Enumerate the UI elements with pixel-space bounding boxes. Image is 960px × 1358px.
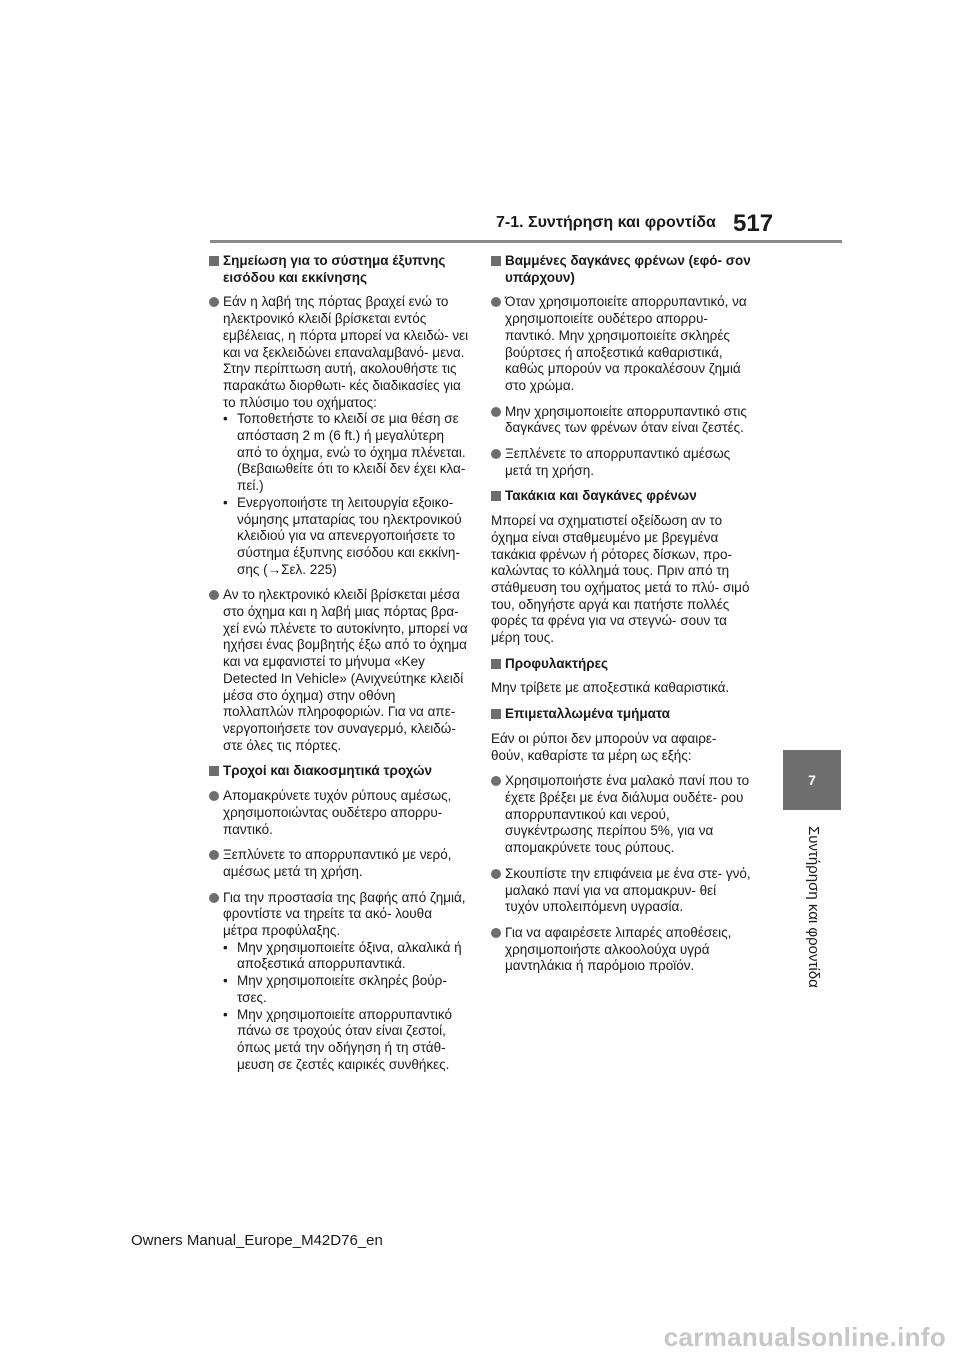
section-heading — [491, 706, 751, 723]
paragraph: Εάν οι ρύποι δεν μπορούν να αφαιρε- θούν, καθαρίστε τα μέρη ως εξής: — [491, 730, 717, 763]
list-item — [209, 847, 469, 880]
section-smart-entry — [209, 253, 469, 754]
circle-bullet-icon — [209, 850, 219, 860]
list-item — [209, 890, 469, 1074]
list-item — [491, 446, 751, 479]
section-heading — [491, 656, 751, 673]
circle-bullet-icon — [491, 776, 501, 786]
list-item — [491, 866, 751, 916]
item-body — [223, 294, 469, 578]
square-bullet-icon — [491, 659, 501, 669]
chapter-label: Συντήρηση και φροντίδα — [805, 826, 822, 988]
list-item — [491, 294, 751, 394]
circle-bullet-icon — [209, 590, 219, 600]
square-bullet-icon — [491, 709, 501, 719]
section-heading — [491, 488, 751, 505]
section-heading — [209, 763, 469, 780]
circle-bullet-icon — [491, 449, 501, 459]
chapter-tab[interactable]: 7 — [783, 750, 841, 810]
section-heading — [209, 253, 469, 286]
bullet-text: Τοποθετήστε το κλειδί σε μια θέση σε απόσταση 2 m (6 ft.) ή μεγαλύτερη από το όχημα, ενώ το όχημα πλένεται. (Βεβαιωθείτε ότι το κλειδί δεν έχει κλα- πεί.) — [237, 411, 466, 494]
square-bullet-icon — [491, 491, 501, 501]
bullet-mark: • — [223, 939, 228, 955]
list-item — [491, 773, 751, 857]
section-heading — [491, 253, 751, 286]
bullet-mark: • — [223, 411, 228, 427]
circle-bullet-icon — [491, 928, 501, 938]
paragraph: Μπορεί να σχηματιστεί οξείδωση αν το όχημα είναι σταθμευμένο με βρεγμένα τακάκια φρένων ή ρότορες δίσκων, προ- καλώντας το κόλλημά τους. Πριν από τη στάθμευση του οχήματος μετά το πλύ- σιμό του, οδηγήστε αργά και πατήστε πολλές φορές τα φρένα για να στεγνώ- σουν τα μέρη τους. — [491, 513, 750, 646]
section-heading-text: Σημείωση για το σύστημα έξυπνης εισόδου και εκκίνησης — [223, 253, 446, 285]
header-rule — [210, 240, 842, 243]
bullet-text: Μην χρησιμοποιείτε απορρυπαντικό πάνω σε τροχούς όταν είναι ζεστοί, όπως μετά την οδήγηση ή τη στάθ- μευση σε ζεστές καιρικές συνθήκες. — [237, 1006, 452, 1072]
item-text: Χρησιμοποιήστε ένα μαλακό πανί που το έχετε βρέξει με ένα διάλυμα ουδέτε- ρου απορρυπαντικού και νερού, συγκέντρωσης περίπου 5%, για να απομακρύνετε τους ρύπους. — [505, 773, 750, 856]
bullet-mark: • — [223, 973, 228, 989]
section-brake-calipers-painted — [491, 253, 751, 479]
footer-doc-id: Owners Manual_Europe_M42D76_en — [131, 1232, 383, 1249]
list-item — [491, 925, 751, 975]
bullet-text-page-ref[interactable]: Ενεργοποιήστε τη λειτουργία εξοικο- νόμησης μπαταρίας του ηλεκτρονικού κλειδιού για να απενεργοποιήσετε το σύστημα έξυπνης εισόδου και εκκίνη- σης (→Σελ. 225) — [237, 494, 462, 577]
section-heading-text: Τροχοί και διακοσμητικά τροχών — [223, 763, 433, 779]
section-heading-text: Βαμμένες δαγκάνες φρένων (εφό- σον υπάρχουν) — [505, 253, 751, 285]
bullet-list — [223, 411, 469, 578]
bullet-item — [223, 940, 469, 973]
item-text: Εάν η λαβή της πόρτας βραχεί ενώ το ηλεκτρονικό κλειδί βρίσκεται εντός εμβέλειας, η πόρτα μπορεί να κλειδώ- νει και να ξεκλειδώνει επαναλαμβανό- μενα. Στην περίπτωση αυτή, ακολουθήστε τις παρακάτω διορθωτι- κές διαδικασίες για το πλύσιμο του οχήματος: — [223, 294, 469, 410]
section-heading-text: Επιμεταλλωμένα τμήματα — [505, 706, 670, 722]
circle-bullet-icon — [491, 407, 501, 417]
section-wheels — [209, 763, 469, 1073]
item-text: Ξεπλύνετε το απορρυπαντικό με νερό, αμέσως μετά τη χρήση. — [223, 847, 452, 879]
bullet-text: Μην χρησιμοποιείτε όξινα, αλκαλικά ή αποξεστικά απορρυπαντικά. — [237, 939, 462, 972]
item-text: Όταν χρησιμοποιείτε απορρυπαντικό, να χρησιμοποιείτε ουδέτερο απορρυ- παντικό. Μην χρησιμοποιείτε σκληρές βούρτσες ή αποξεστικά καθαριστικά, καθώς μπορούν να προκαλέσουν ζημιά στο χρώμα. — [505, 294, 747, 393]
watermark[interactable]: carmanualsonline.info — [663, 1322, 946, 1352]
circle-bullet-icon — [209, 297, 219, 307]
circle-bullet-icon — [209, 791, 219, 801]
page-number: 517 — [733, 210, 774, 237]
item-text: Αν το ηλεκτρονικό κλειδί βρίσκεται μέσα στο όχημα και η λαβή μιας πόρτας βρα- χεί ενώ πλένετε το αυτοκίνητο, μπορεί να ηχήσει ένας βομβητής έξω από το όχημα και να εμφανιστεί το μήνυμα «Key Detected In Vehicle» (Ανιχνεύτηκε κλειδί μέσα στο όχημα) στην οθόνη πολλαπλών πληροφοριών. Για να απε- νεργοποιήσετε τον συναγερμό, κλειδώ- στε όλες τις πόρτες. — [223, 587, 468, 753]
list-item — [491, 404, 751, 437]
bullet-item — [223, 973, 469, 1006]
bullet-mark: • — [223, 494, 228, 510]
header-title: 7-1. Συντήρηση και φροντίδα — [496, 214, 716, 231]
list-item — [209, 788, 469, 838]
item-body — [223, 890, 469, 1074]
bullet-item — [223, 1007, 469, 1074]
item-text: Σκουπίστε την επιφάνεια με ένα στε- γνό, μαλακό πανί για να απομακρυν- θεί τυχόν υπολειπόμενη υγρασία. — [505, 865, 751, 915]
bullet-item — [223, 411, 469, 495]
list-item — [209, 294, 469, 578]
section-bumpers — [491, 656, 751, 697]
item-text: Μην χρησιμοποιείτε απορρυπαντικό στις δαγκάνες των φρένων όταν είναι ζεστές. — [505, 403, 747, 436]
square-bullet-icon — [209, 766, 219, 776]
list-item — [209, 587, 469, 754]
bullet-text: Μην χρησιμοποιείτε σκληρές βούρ- τσες. — [237, 973, 447, 1005]
section-plated-parts — [491, 706, 751, 975]
item-text: Ξεπλένετε το απορρυπαντικό αμέσως μετά τη χρήση. — [505, 446, 731, 478]
section-brake-pads — [491, 488, 751, 646]
section-heading-text: Προφυλακτήρες — [505, 655, 609, 671]
right-column — [491, 253, 751, 984]
bullet-item — [223, 495, 469, 579]
item-text: Απομακρύνετε τυχόν ρύπους αμέσως, χρησιμοποιώντας ουδέτερο απορρυ- παντικό. — [223, 788, 452, 837]
circle-bullet-icon — [491, 297, 501, 307]
paragraph: Μην τρίβετε με αποξεστικά καθαριστικά. — [491, 680, 730, 696]
square-bullet-icon — [491, 256, 501, 266]
item-text: Για την προστασία της βαφής από ζημιά, φροντίστε να τηρείτε τα ακό- λουθα μέτρα προφύλαξης. — [223, 889, 466, 939]
square-bullet-icon — [209, 256, 219, 266]
left-column — [209, 253, 469, 1082]
section-heading-text: Τακάκια και δαγκάνες φρένων — [505, 488, 697, 504]
bullet-list — [223, 940, 469, 1074]
bullet-mark: • — [223, 1006, 228, 1022]
circle-bullet-icon — [491, 869, 501, 879]
circle-bullet-icon — [209, 893, 219, 903]
item-text: Για να αφαιρέσετε λιπαρές αποθέσεις, χρησιμοποιήστε αλκοολούχα υγρά μαντηλάκια ή παρόμοιο προϊόν. — [505, 924, 732, 974]
